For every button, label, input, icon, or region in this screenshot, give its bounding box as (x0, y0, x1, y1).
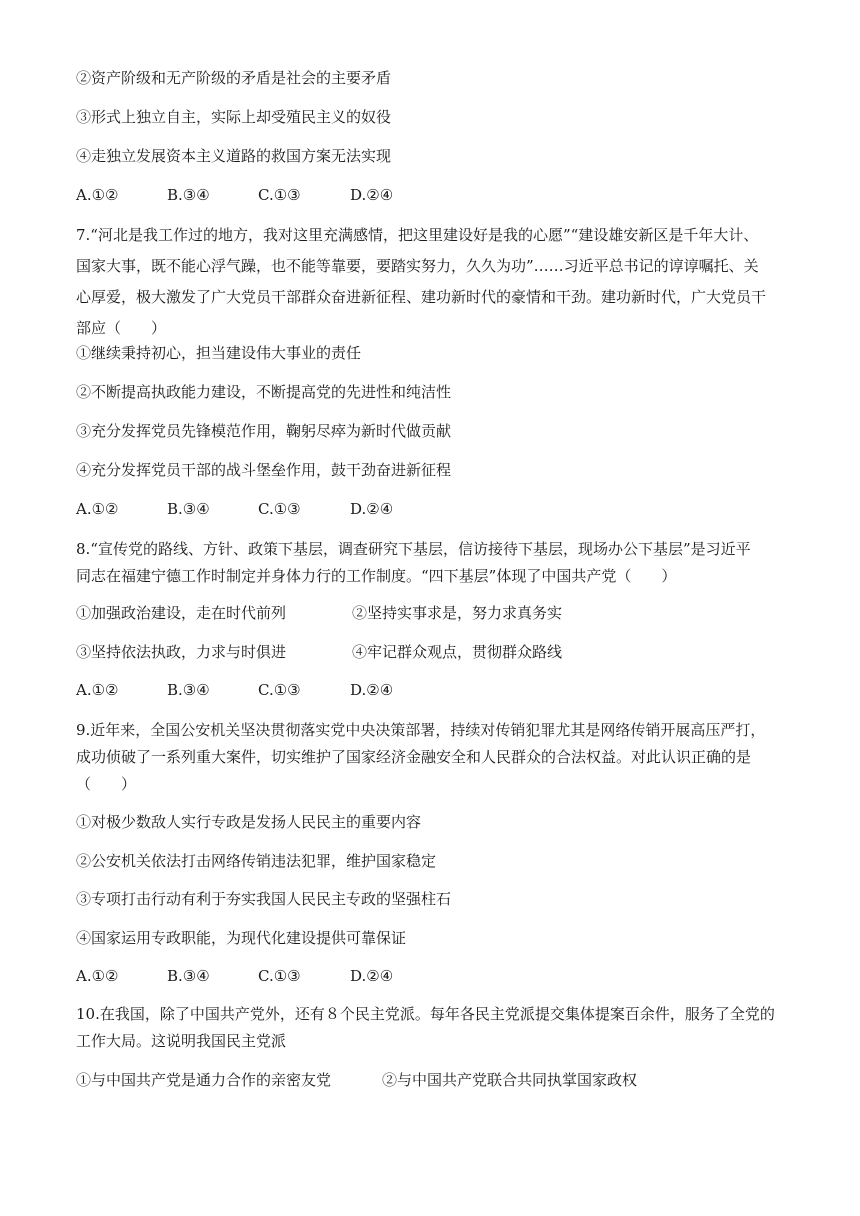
q7-item-4: ④充分发挥党员干部的战斗堡垒作用，鼓干劲奋进新征程 (76, 461, 452, 479)
q7-item-2: ②不断提高执政能力建设，不断提高党的先进性和纯洁性 (76, 383, 452, 401)
q8-stem-line-2: 同志在福建宁德工作时制定并身体力行的工作制度。“四下基层”体现了中国共产党（ ） (76, 567, 677, 585)
q7-stem-line-1: 7.“河北是我工作过的地方，我对这里充满感情，把这里建设好是我的心愿”“建设雄安新区是千年大计、 (76, 226, 759, 244)
q7-item-1: ①继续秉持初心，担当建设伟大事业的责任 (76, 344, 362, 362)
q9-item-3: ③专项打击行动有利于夯实我国人民民主专政的坚强柱石 (76, 890, 452, 908)
choice-d: D.②④ (350, 500, 394, 518)
q6-item-4: ④走独立发展资本主义道路的救国方案无法实现 (76, 147, 392, 165)
choice-c: C.①③ (258, 500, 301, 518)
choice-b: B.③④ (167, 500, 210, 518)
q10-stem-line-2: 工作大局。这说明我国民主党派 (76, 1032, 287, 1050)
q6-item-2: ②资产阶级和无产阶级的矛盾是社会的主要矛盾 (76, 69, 392, 87)
q7-stem-line-2: 国家大事，既不能心浮气躁，也不能等靠要，要踏实努力，久久为功”……习近平总书记的谆谆嘱托、关 (76, 257, 759, 275)
q9-stem-line-1: 9.近年来，全国公安机关坚决贯彻落实党中央决策部署，持续对传销犯罪尤其是网络传销开展高压严打， (76, 721, 766, 739)
choice-c: C.①③ (258, 967, 301, 985)
choice-c: C.①③ (258, 186, 301, 204)
q8-item-2: ②坚持实事求是，努力求真务实 (352, 604, 563, 622)
choice-a: A.①② (76, 186, 119, 204)
choice-b: B.③④ (167, 681, 210, 699)
q9-stem-line-2: 成功侦破了一系列重大案件，切实维护了国家经济金融安全和人民群众的合法权益。对此认识正确的是 (76, 748, 752, 766)
choice-c: C.①③ (258, 681, 301, 699)
q9-stem-line-3: （ ） (76, 775, 137, 793)
q6-item-3: ③形式上独立自主，实际上却受殖民主义的奴役 (76, 108, 392, 126)
q8-item-4: ④牢记群众观点，贯彻群众路线 (352, 643, 563, 661)
q10-item-2: ②与中国共产党联合共同执掌国家政权 (382, 1071, 638, 1089)
q9-item-4: ④国家运用专政职能，为现代化建设提供可靠保证 (76, 929, 407, 947)
q7-item-3: ③充分发挥党员先锋模范作用，鞠躬尽瘁为新时代做贡献 (76, 422, 452, 440)
q9-item-1: ①对极少数敌人实行专政是发扬人民民主的重要内容 (76, 813, 422, 831)
choice-a: A.①② (76, 500, 119, 518)
q8-stem-line-1: 8.“宣传党的路线、方针、政策下基层，调查研究下基层，信访接待下基层，现场办公下基层”是习近平 (76, 540, 751, 558)
choice-b: B.③④ (167, 186, 210, 204)
q8-item-3: ③坚持依法执政，力求与时俱进 (76, 643, 287, 661)
q8-item-1: ①加强政治建设，走在时代前列 (76, 604, 287, 622)
q10-stem-line-1: 10.在我国，除了中国共产党外，还有８个民主党派。每年各民主党派提交集体提案百余件，服务了全党的 (76, 1005, 775, 1023)
q7-stem-line-3: 心厚爱，极大激发了广大党员干部群众奋进新征程、建功新时代的豪情和干劲。建功新时代，广大党员干 (76, 288, 767, 306)
choice-a: A.①② (76, 681, 119, 699)
choice-a: A.①② (76, 967, 119, 985)
choice-d: D.②④ (350, 186, 394, 204)
q9-item-2: ②公安机关依法打击网络传销违法犯罪，维护国家稳定 (76, 852, 437, 870)
choice-d: D.②④ (350, 681, 394, 699)
q7-stem-line-4: 部应（ ） (76, 319, 167, 337)
q10-item-1: ①与中国共产党是通力合作的亲密友党 (76, 1071, 332, 1089)
choice-b: B.③④ (167, 967, 210, 985)
choice-d: D.②④ (350, 967, 394, 985)
